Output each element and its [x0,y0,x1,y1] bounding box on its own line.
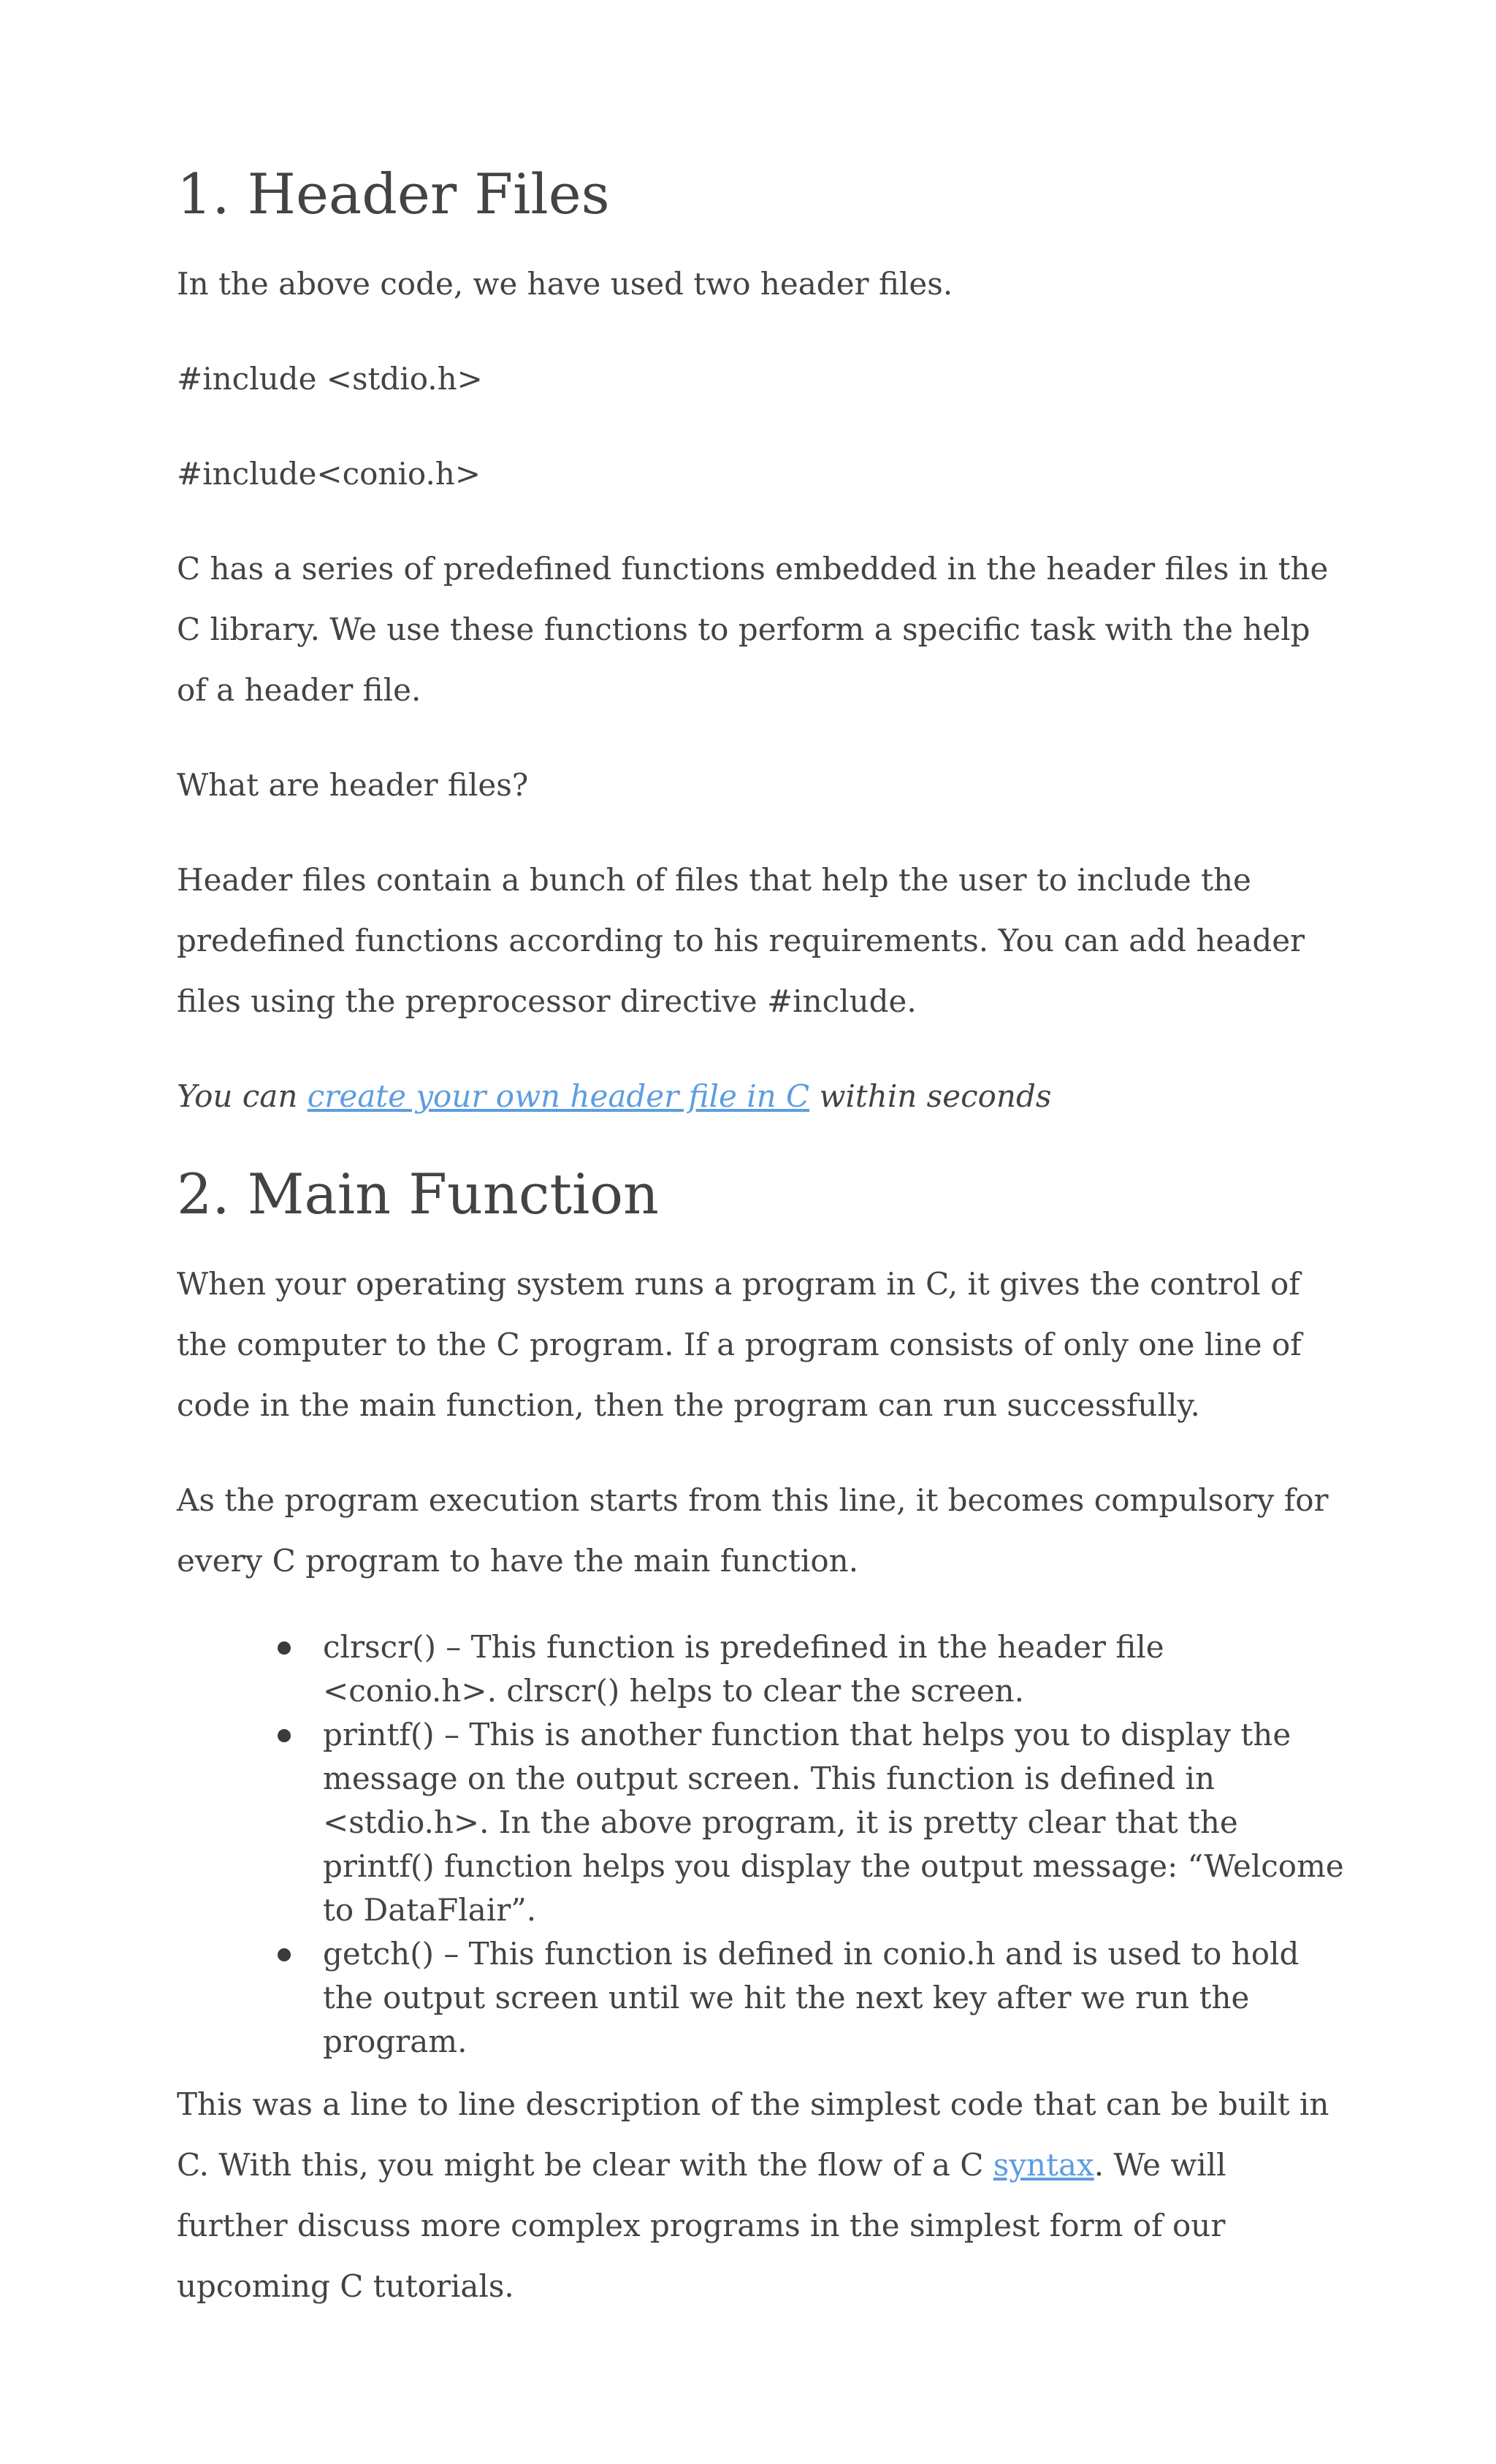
list-item-text: printf() – This is another function that helps you to display the message on the output screen. This function is defined in <stdio.h>. In the above program, it is pretty clear that the printf() function helps you display the output message: “Welcome to DataFlair”. [323,1717,1344,1929]
paragraph-question: What are header files? [177,767,529,804]
code-line-conio: #include<conio.h> [177,456,481,492]
section-heading-main-function: 2. Main Function [177,1162,659,1227]
note-create-header [177,1066,1346,1126]
list-item-text: clrscr() – This function is predefined in the header file <conio.h>. clrscr() helps to clear the screen. [323,1629,1164,1709]
bullet-icon [278,1641,291,1655]
code-line-stdio: #include <stdio.h> [177,361,483,397]
article-content [177,161,1346,2351]
bullet-icon [278,1729,291,1742]
paragraph-header-files-explained: Header files contain a bunch of files that help the user to include the predefined functions according to his requirements. You can add header files using the preprocessor directive #include. [177,862,1305,1020]
paragraph-intro: In the above code, we have used two header files. [177,266,953,302]
syntax-link[interactable]: syntax [993,2147,1094,2183]
paragraph-main-control: When your operating system runs a program in C, it gives the control of the computer to the C program. If a program consists of only one line of code in the main function, then the program can run successfully. [177,1266,1302,1424]
bullet-icon [278,1948,291,1961]
create-header-file-link[interactable]: create your own header file in C [307,1078,810,1115]
paragraph-closing [177,2074,1346,2316]
paragraph-predefined-functions: C has a series of predefined functions embedded in the header files in the C library. We use these functions to perform a specific task with the help of a header file. [177,551,1329,709]
closing-prefix: This was a line to line description of the simplest code that can be built in C. With this, you might be clear with the flow of a C [177,2086,1329,2183]
paragraph-main-compulsory: As the program execution starts from this line, it becomes compulsory for every C program to have the main function. [177,1482,1329,1579]
list-item-text: getch() – This function is defined in conio.h and is used to hold the output screen until we hit the next key after we run the program. [323,1936,1300,2060]
list-item-getch [278,1932,1346,2064]
closing-suffix: . We will further discuss more complex programs in the simplest form of our upcoming C tutorials. [177,2147,1226,2305]
note-prefix: You can [177,1078,308,1115]
note-suffix: within seconds [809,1078,1052,1115]
function-list [177,1625,1346,2064]
list-item-clrscr [278,1625,1346,1713]
list-item-printf [278,1713,1346,1932]
section-heading-header-files: 1. Header Files [177,161,610,226]
